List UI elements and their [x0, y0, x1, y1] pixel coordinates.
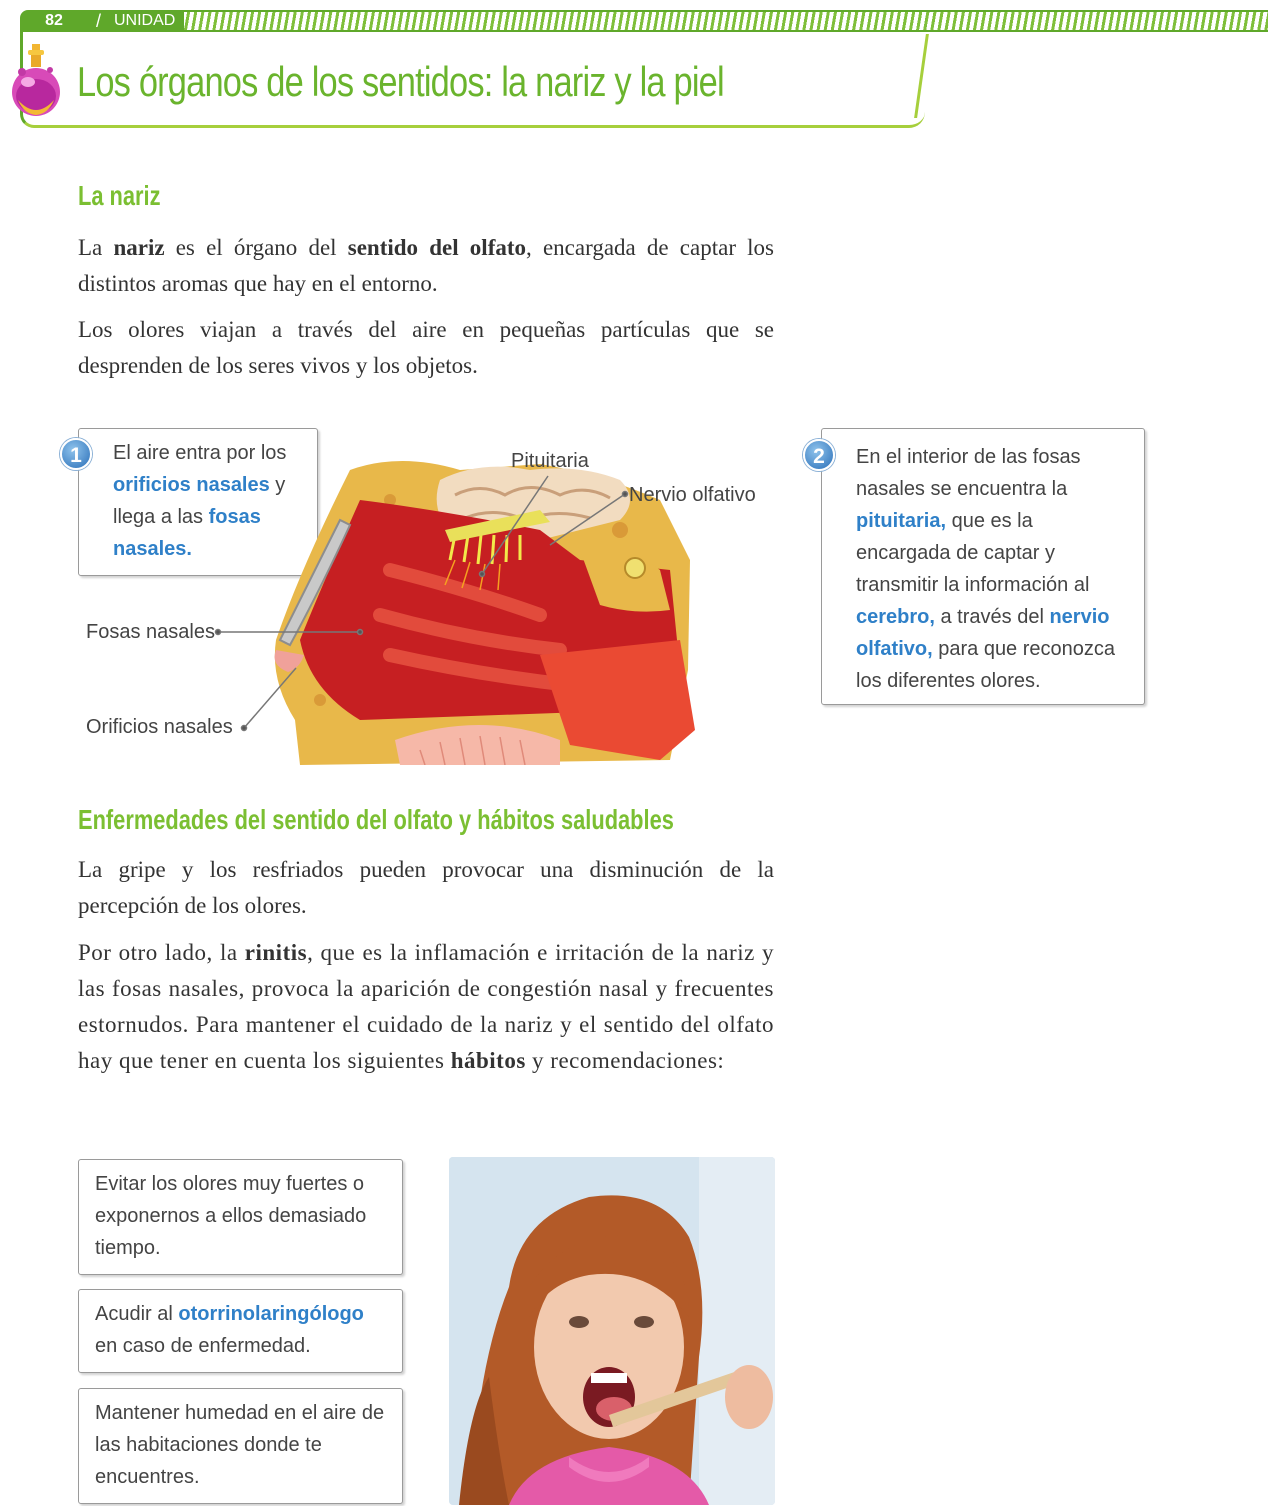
title-frame-edge [914, 34, 929, 118]
text-run: Por otro lado, la [78, 940, 245, 965]
unit-label [88, 10, 184, 51]
unit-label-text: UNIDAD 4 [114, 12, 176, 51]
callout-text: que es la encargada de captar y transmitir la información al [856, 510, 1090, 596]
photo-child-throat-exam [449, 1157, 775, 1505]
label-orificios-nasales: Orificios nasales [86, 716, 233, 738]
text-run: es el órgano del [164, 235, 348, 260]
habit-text: Acudir al [95, 1303, 179, 1325]
page-title: Los órganos de los sentidos: la nariz y la piel [77, 58, 724, 105]
habit-box-2 [78, 1289, 403, 1373]
bold-term: rinitis [244, 940, 308, 965]
label-pituitaria: Pituitaria [511, 450, 589, 472]
bold-term: sentido del olfato [347, 235, 527, 260]
child-photo-illustration [449, 1157, 775, 1505]
text-run: y recomendaciones: [525, 1048, 725, 1073]
potion-icon [8, 42, 64, 120]
callout-keyword: pituitaria, [856, 510, 947, 532]
step-badge-2: 2 [803, 439, 835, 471]
text-run: , encargada de captar los distintos aromas que hay en el entorno. [78, 235, 774, 296]
callout-2 [821, 428, 1145, 705]
callout-text: En el interior de las fosas nasales se encuentra la [856, 446, 1081, 500]
callout-text: y llega a las [113, 474, 286, 528]
bold-term: hábitos [450, 1048, 526, 1073]
text-run: , que es la inflamación e irritación de la nariz y las fosas nasales, provoca la aparición de congestión nasal y frecuentes estornudos. Para mantener el cuidado de la nariz y el sentido del olfato hay que tener en cuenta los siguientes [78, 940, 775, 1073]
habit-keyword: otorrinolaringólogo [178, 1303, 364, 1325]
callout-text: El aire entra por los [113, 442, 287, 464]
page-number: 82 [20, 10, 88, 32]
enfermedades-paragraph-2 [78, 935, 774, 1079]
habit-box-3: Mantener humedad en el aire de las habitaciones donde te encuentres. [78, 1388, 403, 1504]
callout-text: para que reconozca los diferentes olores. [856, 638, 1116, 692]
nariz-paragraph-1 [78, 230, 774, 302]
text-run: La [78, 235, 114, 260]
habit-box-1: Evitar los olores muy fuertes o exponernos a ellos demasiado tiempo. [78, 1159, 403, 1275]
callout-keyword: nervio olfativo, [856, 606, 1110, 660]
unit-divider: / [96, 11, 102, 31]
callout-text: a través del [934, 606, 1050, 628]
enfermedades-paragraph-1: La gripe y los resfriados pueden provocar una disminución de la percepción de los olores. [78, 857, 774, 918]
habit-text: en caso de enfermedad. [95, 1335, 311, 1357]
callout-keyword: orificios nasales [113, 474, 270, 496]
step-badge-1: 1 [60, 438, 92, 470]
callout-keyword: fosas nasales. [113, 506, 261, 560]
header-stripes [180, 10, 1268, 32]
callout-keyword: cerebro, [856, 606, 935, 628]
section-heading-enfermedades: Enfermedades del sentido del olfato y hábitos saludables [78, 804, 674, 835]
label-fosas-nasales: Fosas nasales [86, 621, 215, 643]
label-nervio-olfativo: Nervio olfativo [629, 484, 756, 506]
nariz-paragraph-2: Los olores viajan a través del aire en pequeñas partículas que se desprenden de los seres vivos y los objetos. [78, 317, 774, 378]
section-heading-nariz: La nariz [78, 180, 161, 211]
bold-term: nariz [113, 235, 165, 260]
